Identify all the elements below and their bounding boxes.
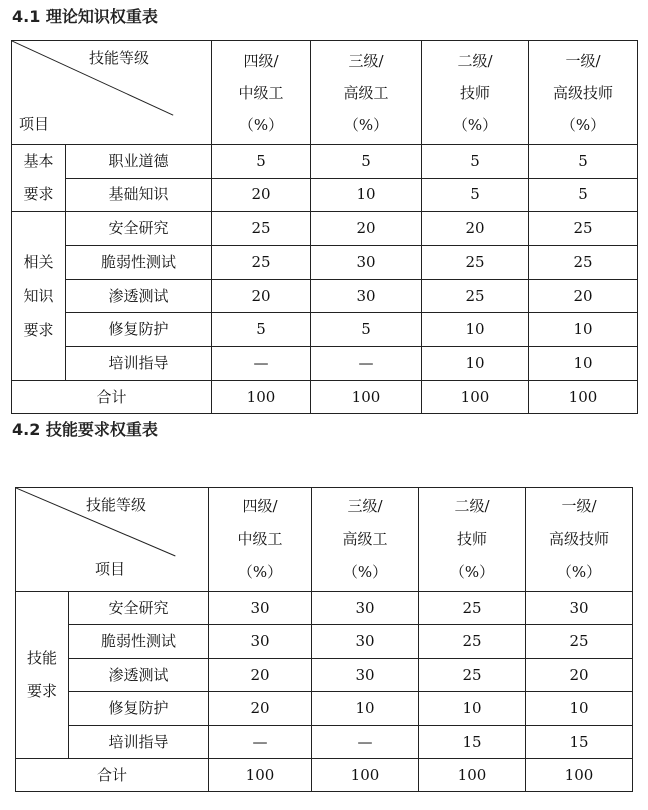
value-cell: 20	[526, 659, 633, 692]
table-row	[16, 592, 633, 625]
value-cell: 25	[419, 659, 526, 692]
value-cell: 25	[422, 246, 529, 280]
total-row	[12, 381, 638, 414]
value-cell: 20	[209, 659, 312, 692]
table-row	[12, 178, 638, 212]
group-label-skill-requirements: 技能 要求	[16, 592, 69, 759]
corner-header-cell	[12, 41, 212, 145]
value-cell: 30	[209, 592, 312, 625]
corner-header-level-label: 技能等级	[88, 49, 149, 67]
value-cell: 10	[529, 313, 638, 347]
total-value-cell: 100	[212, 381, 311, 414]
skill-weight-table-heading: 4.2 技能要求权重表	[12, 420, 158, 439]
value-cell: 10	[422, 313, 529, 347]
corner-header-item-label: 项目	[19, 115, 50, 133]
row-item-label: 修复防护	[66, 313, 212, 347]
table-row	[16, 726, 633, 759]
value-cell: 5	[212, 313, 311, 347]
value-cell: 5	[422, 178, 529, 212]
total-value-cell: 100	[311, 381, 422, 414]
level-header-1: 一级/ 高级技师 （%）	[529, 41, 638, 145]
value-cell: 25	[212, 246, 311, 280]
theory-weight-table	[11, 40, 638, 414]
value-cell: 30	[312, 659, 419, 692]
value-cell: 25	[419, 625, 526, 659]
level-header-4: 四级/ 中级工 （%）	[209, 488, 312, 592]
table-row	[16, 659, 633, 692]
level-header-3: 三级/ 高级工 （%）	[312, 488, 419, 592]
table-header-row	[12, 41, 638, 145]
table-row	[16, 692, 633, 726]
total-value-cell: 100	[209, 759, 312, 792]
total-label: 合计	[16, 759, 209, 792]
level-header-2: 二级/ 技师 （%）	[422, 41, 529, 145]
level-header-3: 三级/ 高级工 （%）	[311, 41, 422, 145]
value-cell: 10	[526, 692, 633, 726]
value-cell: 30	[311, 246, 422, 280]
row-item-label: 脆弱性测试	[66, 246, 212, 280]
table-row	[12, 212, 638, 246]
row-item-label: 安全研究	[69, 592, 209, 625]
value-cell: 10	[419, 692, 526, 726]
value-cell: 15	[419, 726, 526, 759]
value-cell: 10	[422, 347, 529, 381]
total-row	[16, 759, 633, 792]
row-item-label: 渗透测试	[69, 659, 209, 692]
value-cell: 30	[209, 625, 312, 659]
value-cell: 5	[422, 145, 529, 179]
value-cell: 5	[529, 145, 638, 179]
level-header-2: 二级/ 技师 （%）	[419, 488, 526, 592]
value-cell: 20	[212, 178, 311, 212]
total-value-cell: 100	[312, 759, 419, 792]
table-row	[12, 145, 638, 179]
total-value-cell: 100	[422, 381, 529, 414]
total-label: 合计	[12, 381, 212, 414]
corner-header-cell	[16, 488, 209, 592]
value-cell: 25	[212, 212, 311, 246]
table-row	[16, 625, 633, 659]
row-item-label: 脆弱性测试	[69, 625, 209, 659]
theory-weight-table-heading: 4.1 理论知识权重表	[12, 7, 158, 26]
value-cell: 25	[529, 246, 638, 280]
value-cell: 30	[312, 592, 419, 625]
level-header-1: 一级/ 高级技师 （%）	[526, 488, 633, 592]
value-cell: 20	[212, 280, 311, 313]
value-cell: —	[209, 726, 312, 759]
level-header-4: 四级/ 中级工 （%）	[212, 41, 311, 145]
value-cell: 25	[419, 592, 526, 625]
row-item-label: 安全研究	[66, 212, 212, 246]
value-cell: 30	[526, 592, 633, 625]
total-value-cell: 100	[529, 381, 638, 414]
value-cell: 20	[311, 212, 422, 246]
total-value-cell: 100	[526, 759, 633, 792]
row-item-label: 职业道德	[66, 145, 212, 179]
row-item-label: 基础知识	[66, 178, 212, 212]
table-row	[12, 313, 638, 347]
group-label-basic: 基本 要求	[12, 145, 66, 212]
value-cell: —	[311, 347, 422, 381]
value-cell: 10	[529, 347, 638, 381]
value-cell: 5	[311, 313, 422, 347]
value-cell: —	[212, 347, 311, 381]
value-cell: 15	[526, 726, 633, 759]
table-header-row	[16, 488, 633, 592]
value-cell: 5	[212, 145, 311, 179]
value-cell: 30	[311, 280, 422, 313]
row-item-label: 培训指导	[69, 726, 209, 759]
row-item-label: 修复防护	[69, 692, 209, 726]
value-cell: 20	[422, 212, 529, 246]
row-item-label: 渗透测试	[66, 280, 212, 313]
value-cell: 20	[529, 280, 638, 313]
corner-header-level-label: 技能等级	[85, 496, 146, 514]
value-cell: 25	[526, 625, 633, 659]
value-cell: 25	[422, 280, 529, 313]
row-item-label: 培训指导	[66, 347, 212, 381]
table-row	[12, 280, 638, 313]
value-cell: —	[312, 726, 419, 759]
value-cell: 5	[529, 178, 638, 212]
value-cell: 10	[312, 692, 419, 726]
total-value-cell: 100	[419, 759, 526, 792]
value-cell: 5	[311, 145, 422, 179]
group-label-related-knowledge: 相关 知识 要求	[12, 212, 66, 381]
value-cell: 20	[209, 692, 312, 726]
value-cell: 25	[529, 212, 638, 246]
skill-weight-table	[15, 487, 633, 792]
value-cell: 30	[312, 625, 419, 659]
corner-header-item-label: 项目	[95, 560, 126, 578]
table-row	[12, 246, 638, 280]
table-row	[12, 347, 638, 381]
value-cell: 10	[311, 178, 422, 212]
